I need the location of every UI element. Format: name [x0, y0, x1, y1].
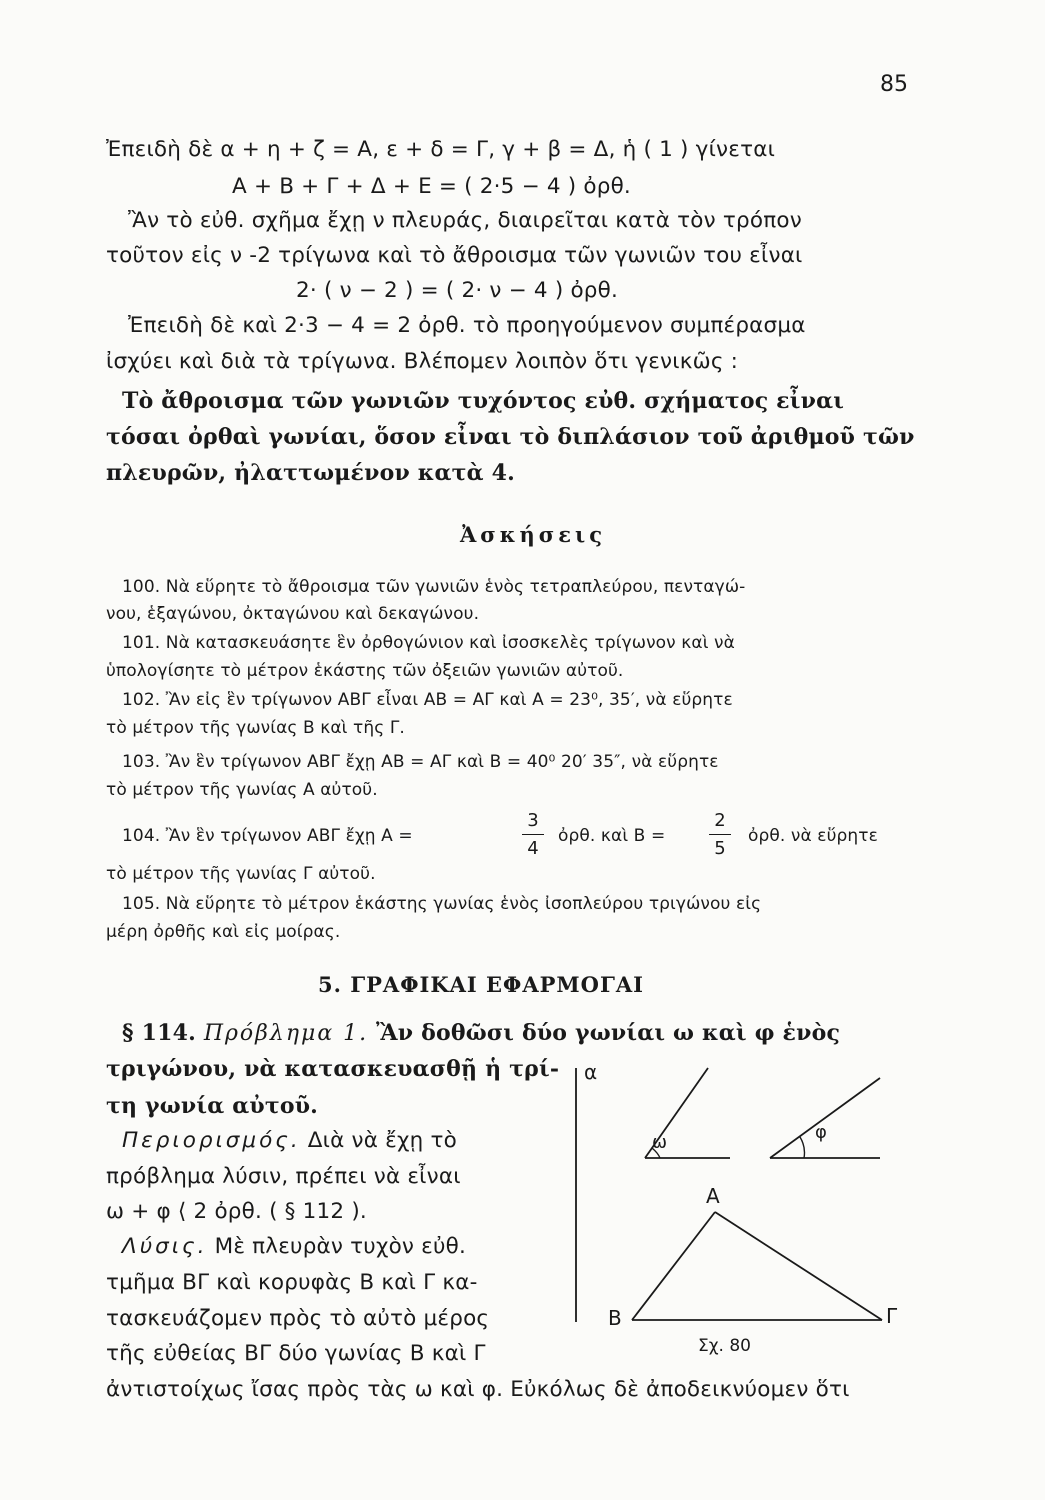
figure-drawing — [560, 1060, 940, 1420]
exercise-line: 101. Νὰ κατασκευάσητε ἓν ὀρθογώνιον καὶ ἰσοσκελὲς τρίγωνον καὶ νὰ — [122, 633, 735, 653]
problem-line — [122, 1020, 840, 1046]
exercise-line: 102. Ἂν εἰς ἓν τρίγωνον ΑΒΓ εἶναι ΑΒ = ΑΓ καὶ Α = 23⁰, 35′, νὰ εὕρητε — [122, 690, 733, 710]
exercise-line: μέρη ὀρθῆς καὶ εἰς μοίρας. — [106, 922, 341, 942]
triangle-side-ag — [715, 1212, 882, 1320]
exercise-line: ὀρθ. νὰ εὕρητε — [748, 826, 878, 846]
vertex-g-label: Γ — [886, 1304, 898, 1328]
text-line: Ἐπειδὴ δὲ α + η + ζ = Α, ε + δ = Γ, γ + β = Δ, ἡ ( 1 ) γίνεται — [106, 137, 776, 162]
text-line: τμῆμα ΒΓ καὶ κορυφὰς Β καὶ Γ κα- — [106, 1270, 478, 1295]
exercise-line: 104. Ἂν ἓν τρίγωνον ΑΒΓ ἔχῃ Α = — [122, 826, 413, 846]
page-number: 85 — [880, 72, 908, 97]
exercise-line: 103. Ἂν ἓν τρίγωνον ΑΒΓ ἔχῃ ΑΒ = ΑΓ καὶ Β = 40⁰ 20′ 35″, νὰ εὕρητε — [122, 752, 719, 772]
section-number: § 114. — [122, 1020, 196, 1046]
problem-line: τριγώνου, νὰ κατασκευασθῇ ἡ τρί- — [106, 1056, 560, 1082]
exercise-line: ὑπολογίσητε τὸ μέτρον ἑκάστης τῶν ὀξειῶν γωνιῶν αὐτοῦ. — [106, 661, 624, 681]
fraction-bar — [709, 834, 731, 835]
text-line: ω + φ ⟨ 2 ὀρθ. ( § 112 ). — [106, 1199, 367, 1224]
text-line: Ἐπειδὴ δὲ καὶ 2·3 − 4 = 2 ὀρθ. τὸ προηγούμενον συμπέρασμα — [128, 313, 806, 338]
exercise-line: τὸ μέτρον τῆς γωνίας Γ αὐτοῦ. — [106, 864, 376, 884]
vertex-a-label: Α — [706, 1184, 720, 1208]
problem-line: τη γωνία αὐτοῦ. — [106, 1093, 319, 1119]
theorem-line: πλευρῶν, ἠλαττωμένον κατὰ 4. — [106, 460, 515, 486]
text-line: ἰσχύει καὶ διὰ τὰ τρίγωνα. Βλέπομεν λοιπὸν ὅτι γενικῶς : — [106, 349, 739, 374]
text-line: ἀντιστοίχως ἴσας πρὸς τὰς ω καὶ φ. Εὐκόλως δὲ ἀποδεικνύομεν ὅτι — [106, 1377, 850, 1402]
exercise-line: τὸ μέτρον τῆς γωνίας Α αὐτοῦ. — [106, 780, 378, 800]
inline-label: Λύσις. — [122, 1234, 208, 1259]
exercises-heading: Ἀσκήσεις — [460, 522, 606, 547]
text-line: τασκευάζομεν πρὸς τὸ αὐτὸ μέρος — [106, 1306, 490, 1331]
exercise-line: νου, ἑξαγώνου, ὀκταγώνου καὶ δεκαγώνου. — [106, 604, 480, 624]
text-line — [122, 1128, 457, 1153]
label-omega: ω — [652, 1132, 668, 1153]
inline-label: Περιορισμός. — [122, 1128, 301, 1153]
text-line: πρόβλημα λύσιν, πρέπει νὰ εἶναι — [106, 1164, 461, 1189]
exercise-line: τὸ μέτρον τῆς γωνίας Β καὶ τῆς Γ. — [106, 718, 405, 738]
fraction-numerator: 3 — [527, 810, 539, 831]
fraction-denominator: 4 — [527, 838, 539, 859]
fraction-bar — [522, 834, 544, 835]
label-alpha: α — [584, 1060, 598, 1084]
problem-label: Πρόβλημα 1. — [203, 1021, 369, 1046]
theorem-line: Τὸ ἄθροισμα τῶν γωνιῶν τυχόντος εὐθ. σχήματος εἶναι — [122, 388, 845, 414]
problem-text: Ἂν δοθῶσι δύο γωνίαι ω καὶ φ ἑνὸς — [376, 1020, 841, 1046]
equation-line: Α + Β + Γ + Δ + Ε = ( 2·5 − 4 ) ὀρθ. — [232, 174, 631, 199]
text-line: Ἂν τὸ εὐθ. σχῆμα ἔχῃ ν πλευράς, διαιρεῖται κατὰ τὸν τρόπον — [128, 208, 802, 233]
theorem-line: τόσαι ὀρθαὶ γωνίαι, ὅσον εἶναι τὸ διπλάσιον τοῦ ἀριθμοῦ τῶν — [106, 424, 915, 450]
text-line: τοῦτον εἰς ν -2 τρίγωνα καὶ τὸ ἄθροισμα τῶν γωνιῶν του εἶναι — [106, 243, 803, 268]
exercise-line: 100. Νὰ εὕρητε τὸ ἄθροισμα τῶν γωνιῶν ἑνὸς τετραπλεύρου, πενταγώ- — [122, 577, 746, 597]
figure-caption: Σχ. 80 — [698, 1336, 752, 1356]
exercise-line: ὀρθ. καὶ Β = — [558, 826, 666, 846]
text-line: τῆς εὐθείας ΒΓ δύο γωνίας Β καὶ Γ — [106, 1341, 486, 1366]
angle-phi-arc — [800, 1137, 805, 1158]
triangle-side-ab — [632, 1212, 715, 1320]
angle-phi-arm — [770, 1078, 880, 1158]
fraction-numerator: 2 — [714, 810, 726, 831]
figure-80 — [560, 1060, 940, 1420]
section-heading: 5. ΓΡΑΦΙΚΑΙ ΕΦΑΡΜΟΓΑΙ — [318, 972, 644, 997]
vertex-b-label: Β — [608, 1306, 622, 1330]
text-span: Διὰ νὰ ἔχῃ τὸ — [307, 1128, 457, 1153]
text-line — [122, 1234, 466, 1259]
equation-line: 2· ( ν − 2 ) = ( 2· ν − 4 ) ὀρθ. — [296, 278, 619, 303]
label-phi: φ — [815, 1122, 827, 1143]
fraction-denominator: 5 — [714, 838, 726, 859]
exercise-line: 105. Νὰ εὕρητε τὸ μέτρον ἑκάστης γωνίας ἑνὸς ἰσοπλεύρου τριγώνου εἰς — [122, 894, 762, 914]
text-span: Μὲ πλευρὰν τυχὸν εὐθ. — [214, 1234, 467, 1259]
